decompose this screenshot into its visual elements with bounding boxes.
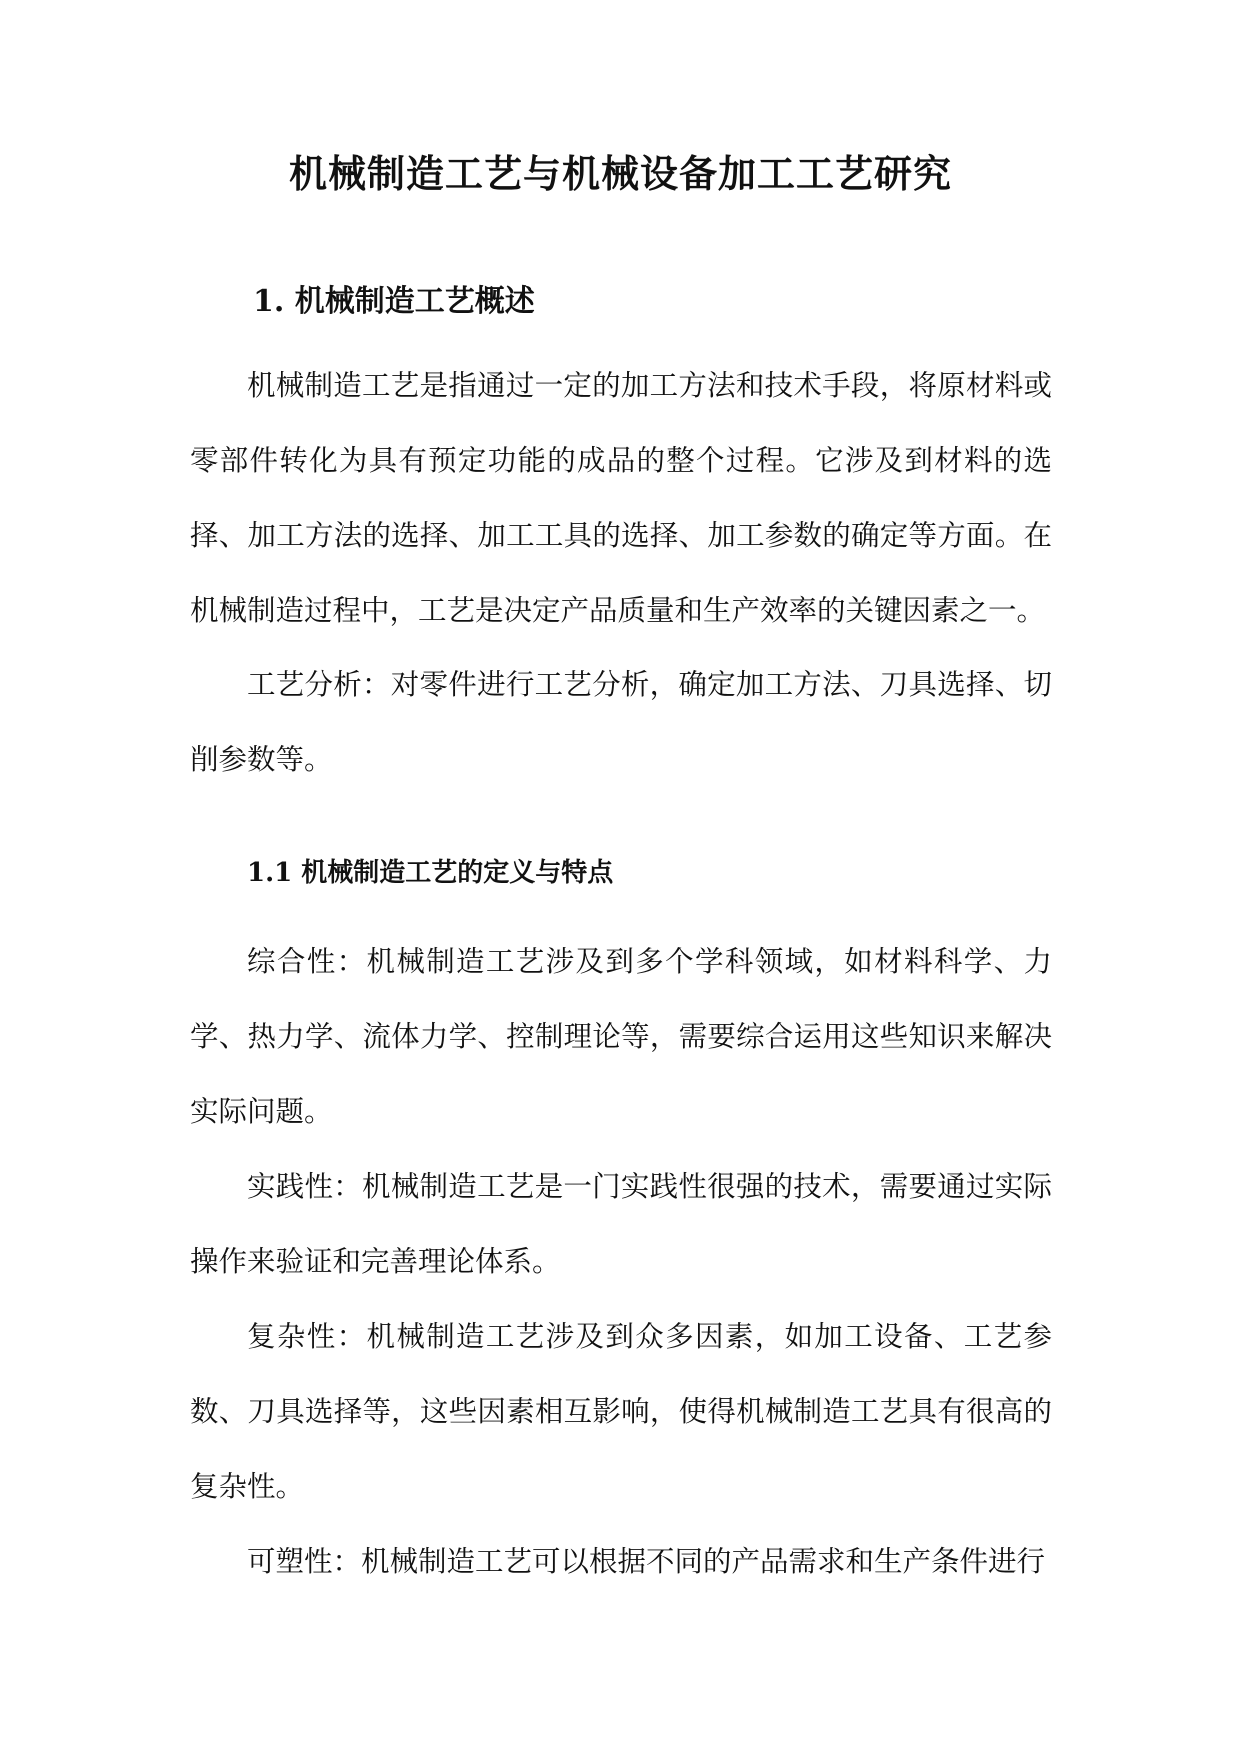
section-heading-1-1: 1.1 机械制造工艺的定义与特点 [247, 858, 614, 888]
section-heading-1: 1. 机械制造工艺概述 [253, 284, 535, 319]
paragraph-plasticity: 可塑性：机械制造工艺可以根据不同的产品需求和生产条件进行 [247, 1545, 1046, 1578]
paragraph-overview: 机械制造工艺是指通过一定的加工方法和技术手段，将原材料或零部件转化为具有预定功能的成品的整个过程。它涉及到材料的选择、加工方法的选择、加工工具的选择、加工参数的确定等方面。在机械制造过程中，工艺是决定产品质量和生产效率的关键因素之一。 [190, 369, 1052, 627]
paragraph-comprehensive: 综合性：机械制造工艺涉及到多个学科领域，如材料科学、力学、热力学、流体力学、控制理论等，需要综合运用这些知识来解决实际问题。 [190, 945, 1052, 1128]
paragraph-process-analysis: 工艺分析：对零件进行工艺分析，确定加工方法、刀具选择、切削参数等。 [190, 668, 1052, 776]
paragraph-practical: 实践性：机械制造工艺是一门实践性很强的技术，需要通过实际操作来验证和完善理论体系。 [190, 1170, 1052, 1278]
document-title: 机械制造工艺与机械设备加工工艺研究 [288, 151, 952, 196]
paragraph-complexity: 复杂性：机械制造工艺涉及到众多因素，如加工设备、工艺参数、刀具选择等，这些因素相互影响，使得机械制造工艺具有很高的复杂性。 [190, 1320, 1052, 1503]
